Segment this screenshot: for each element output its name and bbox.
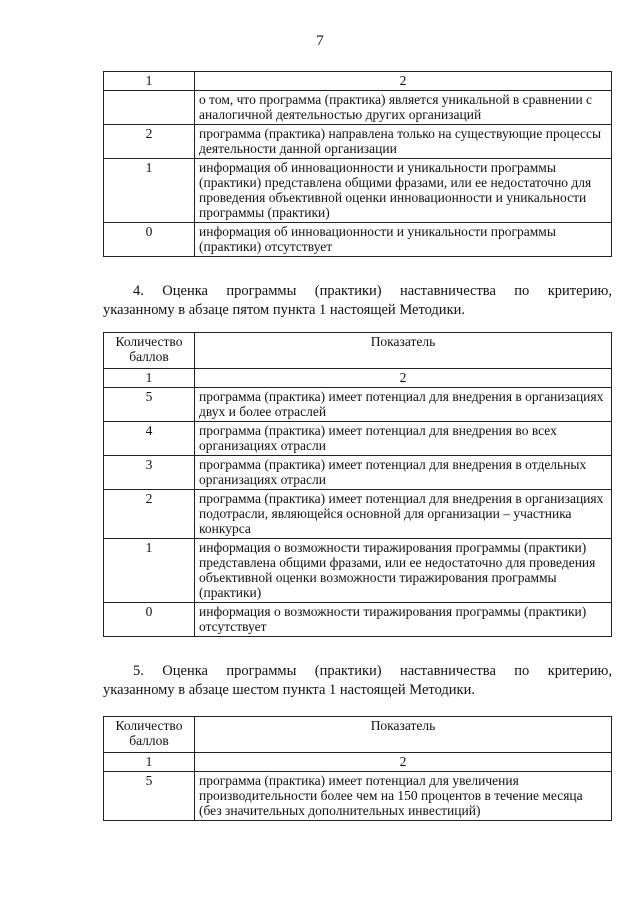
table-column-numbers-row: [104, 369, 612, 388]
table-row: [104, 456, 612, 490]
section-4-line-2: указанному в абзаце пятом пункта 1 настоящей Методики.: [103, 302, 465, 318]
header-score-count: Количество баллов: [104, 333, 195, 369]
table-row: [104, 159, 612, 223]
header-indicator: Показатель: [195, 333, 612, 369]
table-row: [104, 772, 612, 821]
indicator-cell: информация об инновационности и уникальности программы (практики) представлена общими фразами, или ее недостаточно для проведения объективной оценки инновационности и уникальности программы (практики): [195, 159, 612, 223]
indicator-cell: информация о возможности тиражирования программы (практики) представлена общими фразами, или ее недостаточно для проведения объективной оценки возможности тиражирования программы (практики): [195, 539, 612, 603]
column-number-2: 2: [195, 72, 612, 91]
table-row: [104, 388, 612, 422]
indicator-cell: программа (практика) имеет потенциал для увеличения производительности более чем на 150 процентов в течение месяца (без значительных дополнительных инвестиций): [195, 772, 612, 821]
table-row: [104, 490, 612, 539]
indicator-cell: информация об инновационности и уникальности программы (практики) отсутствует: [195, 223, 612, 257]
column-number-2: 2: [195, 753, 612, 772]
header-score-count: Количество баллов: [104, 717, 195, 753]
table-row: [104, 603, 612, 637]
table-header-row: [104, 333, 612, 369]
table-row: [104, 422, 612, 456]
table-column-numbers-row: [104, 753, 612, 772]
column-number-1: 1: [104, 72, 195, 91]
score-cell: 2: [104, 125, 195, 159]
score-cell: 5: [104, 388, 195, 422]
indicator-cell: программа (практика) имеет потенциал для внедрения в организациях подотрасли, являющейся основной для организации – участника конкурса: [195, 490, 612, 539]
indicator-cell: программа (практика) направлена только на существующие процессы деятельности данной организации: [195, 125, 612, 159]
score-cell: 3: [104, 456, 195, 490]
indicator-cell: информация о возможности тиражирования программы (практики) отсутствует: [195, 603, 612, 637]
indicator-cell: программа (практика) имеет потенциал для внедрения во всех организациях отрасли: [195, 422, 612, 456]
score-cell: 4: [104, 422, 195, 456]
criteria-table-continued: [103, 71, 612, 257]
table-row: [104, 223, 612, 257]
table-row: [104, 125, 612, 159]
score-cell: 2: [104, 490, 195, 539]
column-number-2: 2: [195, 369, 612, 388]
criteria-table-4: [103, 332, 612, 637]
indicator-cell: программа (практика) имеет потенциал для внедрения в отдельных организациях отрасли: [195, 456, 612, 490]
score-cell: 5: [104, 772, 195, 821]
indicator-cell: о том, что программа (практика) является уникальной в сравнении с аналогичной деятельностью других организаций: [195, 91, 612, 125]
page-number: 7: [316, 33, 324, 49]
table-header-row: [104, 717, 612, 753]
table-row: [104, 91, 612, 125]
section-4-paragraph: [103, 282, 612, 320]
section-5-line-2: указанному в абзаце шестом пункта 1 настоящей Методики.: [103, 682, 475, 698]
section-5-line-1: 5. Оценка программы (практики) наставничества по критерию,: [133, 663, 612, 679]
section-5-paragraph: [103, 662, 612, 700]
score-cell: 1: [104, 539, 195, 603]
table-row: [104, 539, 612, 603]
section-4-line-1: 4. Оценка программы (практики) наставничества по критерию,: [133, 283, 612, 299]
header-indicator: Показатель: [195, 717, 612, 753]
criteria-table-5: [103, 716, 612, 821]
score-cell: 0: [104, 603, 195, 637]
column-number-1: 1: [104, 753, 195, 772]
score-cell: 0: [104, 223, 195, 257]
table-column-numbers-row: [104, 72, 612, 91]
score-cell: [104, 91, 195, 125]
indicator-cell: программа (практика) имеет потенциал для внедрения в организациях двух и более отраслей: [195, 388, 612, 422]
score-cell: 1: [104, 159, 195, 223]
column-number-1: 1: [104, 369, 195, 388]
